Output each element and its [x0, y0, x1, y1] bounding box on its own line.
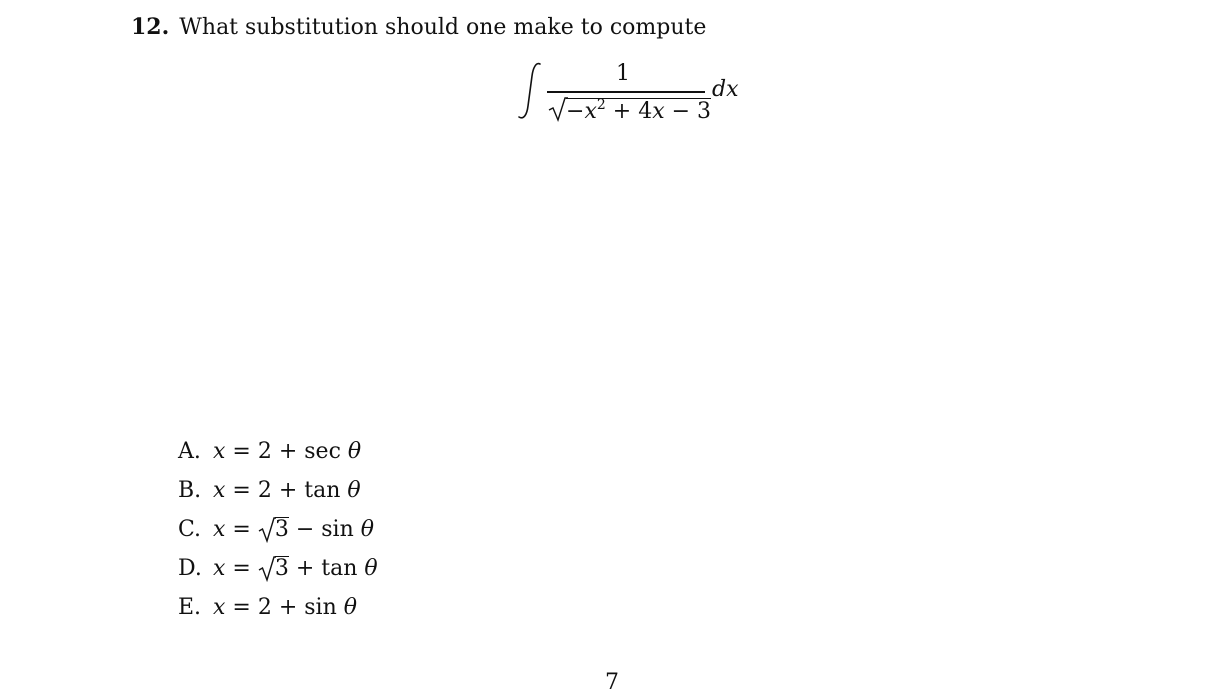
- choice-equals: =: [225, 478, 258, 503]
- answer-choice-e[interactable]: [178, 594, 378, 633]
- integral-sign-icon: [516, 60, 546, 122]
- choice-theta: θ: [347, 439, 362, 464]
- choice-label: D.: [178, 556, 202, 581]
- fraction-numerator: 1: [616, 61, 630, 86]
- denominator-middle-term: + 4: [605, 99, 653, 124]
- choice-equals: =: [225, 517, 258, 542]
- choice-term: 2 + tan: [257, 478, 348, 503]
- radicand: 3: [274, 517, 289, 542]
- denominator-minus: −: [566, 99, 585, 124]
- choice-variable: x: [213, 439, 226, 464]
- radical-sign-icon: [258, 556, 276, 582]
- choice-label: E.: [178, 595, 202, 620]
- choice-theta: θ: [347, 478, 361, 503]
- choice-expression: [213, 477, 361, 505]
- denominator-constant: − 3: [664, 99, 712, 124]
- choice-variable: x: [213, 517, 226, 542]
- choice-label: A.: [178, 439, 201, 464]
- fraction-denominator: [566, 98, 711, 124]
- denominator-exponent: 2: [596, 97, 606, 113]
- question-text: [131, 13, 706, 42]
- choice-variable: x: [213, 478, 226, 503]
- choice-variable: x: [213, 595, 226, 620]
- answer-choice-d[interactable]: [178, 555, 378, 594]
- page-number: 7: [605, 670, 619, 695]
- choice-term: 2 + sin: [257, 595, 344, 620]
- square-root: [258, 555, 289, 583]
- square-root: [258, 516, 289, 544]
- choice-label: C.: [178, 517, 202, 542]
- radical-sign-icon: [258, 517, 276, 543]
- answer-choice-c[interactable]: [178, 516, 378, 555]
- answer-choices: [178, 438, 378, 633]
- choice-label: B.: [178, 478, 202, 503]
- choice-theta: θ: [343, 595, 357, 620]
- radical-sign-icon: [548, 95, 568, 127]
- question-number: 12.: [131, 14, 170, 40]
- choice-expression: [213, 594, 357, 622]
- choice-term: − sin: [288, 517, 361, 542]
- choice-equals: =: [225, 556, 258, 581]
- choice-variable: x: [213, 556, 226, 581]
- answer-choice-b[interactable]: [178, 477, 378, 516]
- differential: dx: [712, 77, 739, 102]
- choice-equals: =: [225, 439, 258, 464]
- choice-term: + tan: [288, 556, 365, 581]
- fraction-bar: [547, 91, 705, 93]
- denominator-variable-2: x: [652, 99, 665, 124]
- choice-expression: [213, 438, 361, 466]
- answer-choice-a[interactable]: [178, 438, 378, 477]
- choice-expression: [213, 555, 378, 583]
- question-prompt: What substitution should one make to compute: [179, 15, 707, 40]
- choice-expression: [213, 516, 374, 544]
- choice-equals: =: [225, 595, 258, 620]
- choice-theta: θ: [364, 556, 378, 581]
- choice-term: 2 + sec: [257, 439, 348, 464]
- denominator-variable: x: [584, 99, 597, 124]
- radicand: 3: [274, 556, 289, 581]
- choice-theta: θ: [360, 517, 375, 542]
